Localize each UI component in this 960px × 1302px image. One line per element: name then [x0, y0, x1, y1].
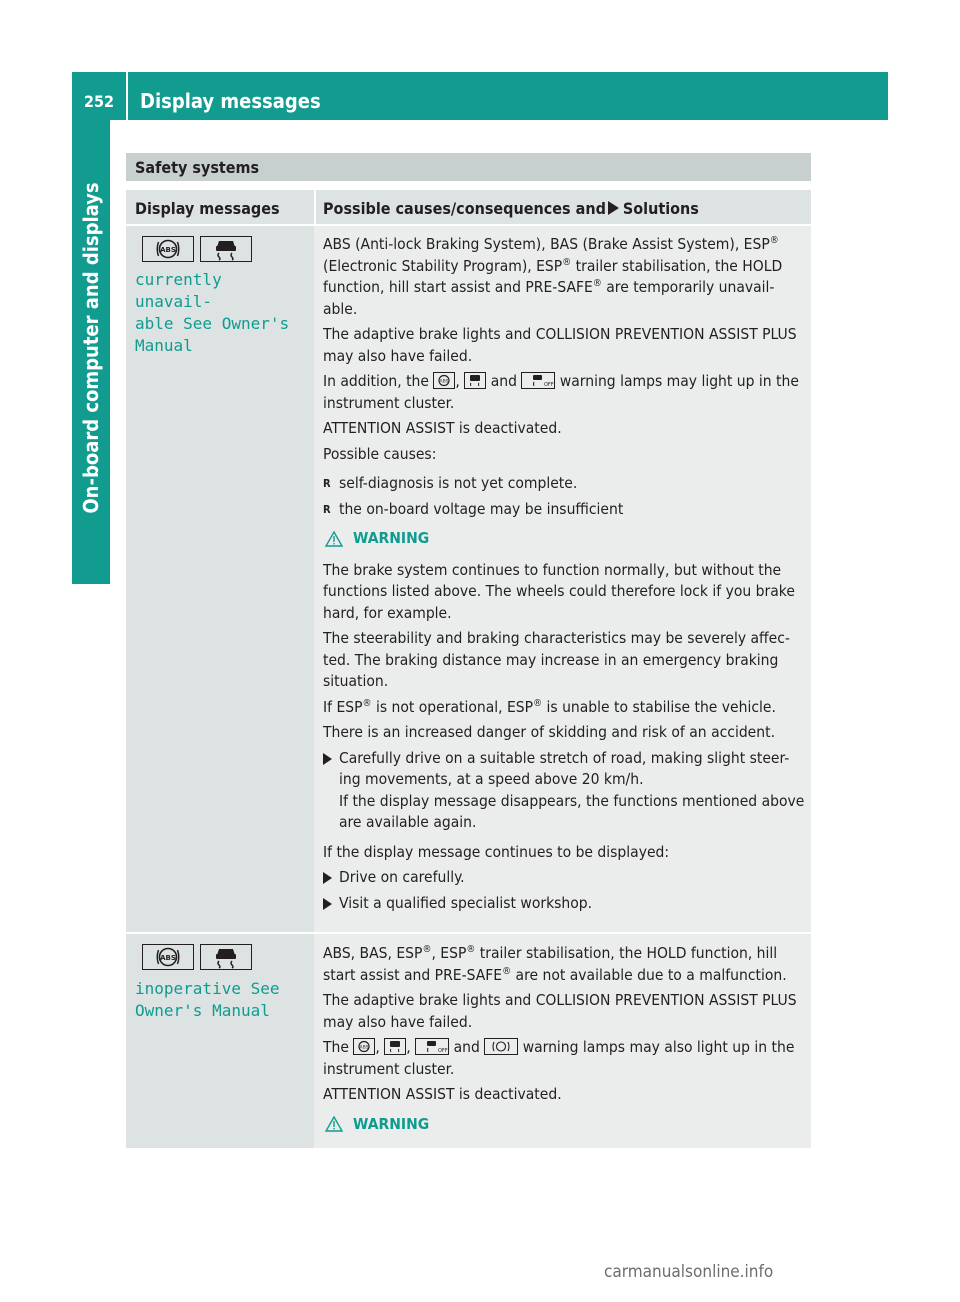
row1-p10: If the display message continues to be displayed: — [323, 842, 670, 861]
row2-message — [135, 978, 305, 1022]
svg-text:ABS: ABS — [439, 379, 449, 385]
svg-text:ABS: ABS — [160, 954, 176, 962]
reg-mark: ® — [769, 234, 779, 246]
row1-p2: The adaptive brake lights and COLLISION PREVENTION ASSIST PLUS may also have failed. — [323, 325, 797, 365]
text: is not operational, ESP — [371, 697, 534, 716]
esp-off-icon — [521, 372, 555, 389]
action-arrow-icon — [608, 201, 619, 215]
row1-p4: ATTENTION ASSIST is deactivated. — [323, 419, 562, 437]
text: and — [490, 372, 517, 390]
text: , ESP — [431, 944, 467, 962]
page-number: 252 — [84, 92, 115, 111]
text: The — [323, 1038, 349, 1056]
row1-message-line: currently unavail- — [135, 270, 222, 311]
row1-p3 — [323, 371, 805, 414]
action-arrow-icon — [323, 753, 332, 765]
abs-icon — [142, 236, 194, 262]
esp-off-icon — [415, 1038, 449, 1055]
skid-car-icon — [384, 1038, 406, 1055]
warning-icon — [325, 1116, 343, 1132]
row1-p9: There is an increased danger of skidding and risk of an accident. — [323, 723, 775, 741]
row1-p1 — [323, 234, 805, 320]
svg-text:OFF: OFF — [438, 1048, 448, 1054]
action-arrow-icon — [323, 872, 332, 884]
row2-p4: ATTENTION ASSIST is deactivated. — [323, 1085, 562, 1103]
list-item: R the on-board voltage may be insufficient — [323, 499, 805, 521]
row2-content — [323, 943, 805, 1145]
reg-mark: ® — [466, 943, 476, 955]
text: In addition, the — [323, 372, 429, 390]
row1-message — [135, 269, 305, 357]
text: If ESP — [323, 697, 363, 716]
svg-text:ABS: ABS — [359, 1045, 369, 1051]
text: and — [453, 1038, 480, 1056]
text: warning lamps may light up in the instrument cluster. — [323, 372, 799, 412]
watermark: carmanualsonline.info — [604, 1262, 774, 1282]
row1-content — [323, 234, 805, 918]
text: are not available due to a malfunction. — [511, 965, 787, 984]
row1-icons — [142, 236, 252, 262]
text: Visit a qualified specialist workshop. — [339, 893, 593, 912]
col2-header-solutions: Solutions — [622, 199, 699, 218]
text: Carefully drive on a suitable stretch of road, making slight steer-ing movements, at a speed above 20 km/h. — [339, 748, 790, 788]
page-title: Display messages — [140, 89, 321, 113]
text: ABS (Anti-lock Braking System), BAS (Brake Assist System), ESP — [323, 235, 770, 253]
warning-label: WARNING — [353, 529, 430, 547]
warning-heading — [323, 528, 805, 550]
comma: , — [375, 1038, 380, 1056]
row1-message-line: able See Owner's — [135, 314, 290, 333]
section-title: Safety systems — [135, 158, 260, 177]
svg-text:OFF: OFF — [544, 382, 555, 388]
col2-header-text: Possible causes/consequences and — [323, 199, 606, 218]
side-tab-label: On-board computer and displays — [79, 182, 103, 514]
abs-icon — [353, 1038, 375, 1055]
text: trailer stabilisation, the HOLD function, hill start assist and PRE-SAFE — [323, 944, 778, 984]
reg-mark: ® — [562, 256, 572, 268]
text: ABS, BAS, ESP — [323, 944, 423, 962]
reg-mark: ® — [362, 697, 372, 709]
row2-message-line: Owner's Manual — [135, 1001, 270, 1020]
text: is unable to stabilise the vehicle. — [542, 697, 776, 716]
action-arrow-icon — [323, 898, 332, 910]
reg-mark: ® — [422, 943, 432, 955]
row1-p7: The steerability and braking characteristics may be severely affec-ted. The braking distance may increase in an emergency braking situation. — [323, 629, 790, 690]
abs-icon — [142, 944, 194, 970]
svg-text:ABS: ABS — [160, 246, 176, 254]
list-item: R self-diagnosis is not yet complete. — [323, 473, 805, 495]
text: trailer stabilisation, the HOLD function, hill start assist and PRE-SAFE — [323, 256, 783, 296]
row1-p5: Possible causes: — [323, 444, 437, 463]
warning-label: WARNING — [353, 1114, 430, 1133]
warning-heading — [323, 1114, 805, 1136]
col2-header — [323, 199, 699, 218]
action-step — [323, 893, 805, 915]
side-tab — [72, 120, 110, 584]
row2-p1 — [323, 943, 805, 986]
col-divider — [314, 190, 316, 224]
brake-warning-icon — [484, 1038, 518, 1055]
warning-icon — [325, 531, 343, 547]
skid-car-icon — [464, 372, 486, 389]
row2-p2: The adaptive brake lights and COLLISION PREVENTION ASSIST PLUS may also have failed. — [323, 991, 797, 1031]
row1-message-line: Manual — [135, 336, 193, 355]
skid-car-icon — [200, 236, 252, 262]
text: If the display message disappears, the functions mentioned above are available again. — [339, 791, 805, 831]
reg-mark: ® — [592, 277, 602, 289]
header-divider — [126, 72, 128, 120]
comma: , — [406, 1038, 411, 1056]
row1-p8 — [323, 697, 805, 719]
text: warning lamps may also light up in the instrument cluster. — [323, 1038, 795, 1078]
row2-icons — [142, 944, 252, 970]
text: (Electronic Stability Program), ESP — [323, 256, 563, 275]
abs-icon — [433, 372, 455, 389]
action-step — [323, 748, 805, 834]
skid-car-icon — [200, 944, 252, 970]
reg-mark: ® — [502, 965, 512, 977]
row1-p6: The brake system continues to function normally, but without the functions listed above. The wheels could therefore lock if you brake hard, for example. — [323, 560, 795, 622]
col1-header: Display messages — [135, 199, 280, 218]
comma: , — [455, 372, 460, 390]
text: Drive on carefully. — [339, 868, 465, 886]
text: are temporarily unavail-able. — [323, 278, 775, 318]
action-step — [323, 867, 805, 889]
row2-p3 — [323, 1037, 805, 1080]
reg-mark: ® — [533, 697, 543, 709]
row2-message-line: inoperative See — [135, 979, 280, 998]
